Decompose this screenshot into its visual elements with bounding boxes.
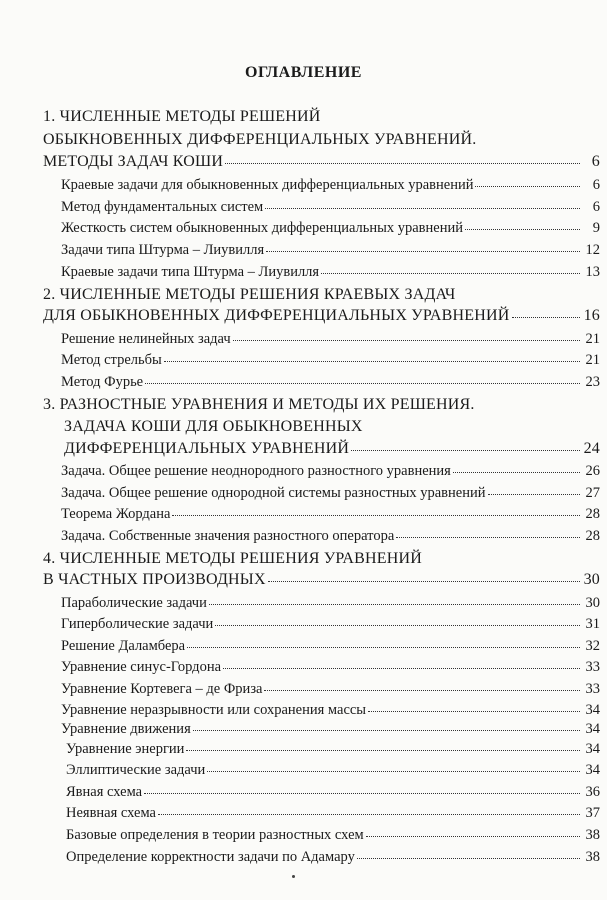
- toc-entry[interactable]: Уравнение неразрывности или сохранения массы 34: [61, 702, 600, 718]
- toc-entry[interactable]: Решение нелинейных задач 21: [61, 331, 600, 347]
- toc-entry[interactable]: Задача. Общее решение неоднородного разностного уравнения 26: [61, 463, 600, 479]
- page-speck: [292, 875, 295, 878]
- chapter-3-entry[interactable]: ДИФФЕРЕНЦИАЛЬНЫХ УРАВНЕНИЙ 24: [64, 440, 600, 457]
- chapter-2-title-line-1: 2. ЧИСЛЕННЫЕ МЕТОДЫ РЕШЕНИЯ КРАЕВЫХ ЗАДАЧ: [43, 286, 456, 303]
- toc-entry[interactable]: Метод стрельбы 21: [61, 352, 600, 368]
- toc-entry[interactable]: Определение корректности задачи по Адамару 38: [66, 849, 600, 865]
- toc-entry[interactable]: Метод фундаментальных систем 6: [61, 199, 600, 215]
- chapter-3-title-line-2: ЗАДАЧА КОШИ ДЛЯ ОБЫКНОВЕННЫХ: [64, 418, 363, 435]
- toc-entry[interactable]: Явная схема 36: [66, 784, 600, 800]
- chapter-1-title-line-2: ОБЫКНОВЕННЫХ ДИФФЕРЕНЦИАЛЬНЫХ УРАВНЕНИЙ.: [43, 131, 477, 148]
- toc-entry[interactable]: Эллиптические задачи 34: [66, 762, 600, 778]
- toc-entry[interactable]: Краевые задачи для обыкновенных дифференциальных уравнений 6: [61, 177, 600, 193]
- toc-entry[interactable]: Параболические задачи 30: [61, 595, 600, 611]
- toc-entry[interactable]: Теорема Жордана 28: [61, 506, 600, 522]
- toc-entry[interactable]: Жесткость систем обыкновенных дифференциальных уравнений 9: [61, 220, 600, 236]
- toc-entry[interactable]: Уравнение движения 34: [61, 721, 600, 737]
- toc-entry[interactable]: Базовые определения в теории разностных схем 38: [66, 827, 600, 843]
- page-number: 6: [591, 153, 600, 170]
- toc-entry[interactable]: Уравнение Кортевега – де Фриза 33: [61, 681, 600, 697]
- chapter-3-title-line-1: 3. РАЗНОСТНЫЕ УРАВНЕНИЯ И МЕТОДЫ ИХ РЕШЕНИЯ.: [43, 396, 475, 413]
- toc-title: ОГЛАВЛЕНИЕ: [245, 64, 362, 81]
- chapter-2-entry[interactable]: ДЛЯ ОБЫКНОВЕННЫХ ДИФФЕРЕНЦИАЛЬНЫХ УРАВНЕНИЙ 16: [43, 307, 600, 324]
- toc-entry[interactable]: Решение Даламбера 32: [61, 638, 600, 654]
- chapter-4-title-line-1: 4. ЧИСЛЕННЫЕ МЕТОДЫ РЕШЕНИЯ УРАВНЕНИЙ: [43, 550, 423, 567]
- toc-entry[interactable]: Уравнение энергии 34: [66, 741, 600, 757]
- chapter-1-title-line-1: 1. ЧИСЛЕННЫЕ МЕТОДЫ РЕШЕНИЙ: [43, 108, 321, 125]
- toc-entry[interactable]: Неявная схема 37: [66, 805, 600, 821]
- toc-entry[interactable]: Задачи типа Штурма – Лиувилля 12: [61, 242, 600, 258]
- toc-entry[interactable]: Метод Фурье 23: [61, 374, 600, 390]
- toc-entry[interactable]: Задача. Собственные значения разностного оператора 28: [61, 528, 600, 544]
- toc-entry[interactable]: Уравнение синус-Гордона 33: [61, 659, 600, 675]
- toc-entry[interactable]: Краевые задачи типа Штурма – Лиувилля 13: [61, 264, 600, 280]
- toc-entry[interactable]: Задача. Общее решение однородной системы разностных уравнений 27: [61, 485, 600, 501]
- toc-entry[interactable]: Гиперболические задачи 31: [61, 616, 600, 632]
- chapter-1-entry[interactable]: МЕТОДЫ ЗАДАЧ КОШИ 6: [43, 153, 600, 170]
- chapter-4-entry[interactable]: В ЧАСТНЫХ ПРОИЗВОДНЫХ 30: [43, 571, 600, 588]
